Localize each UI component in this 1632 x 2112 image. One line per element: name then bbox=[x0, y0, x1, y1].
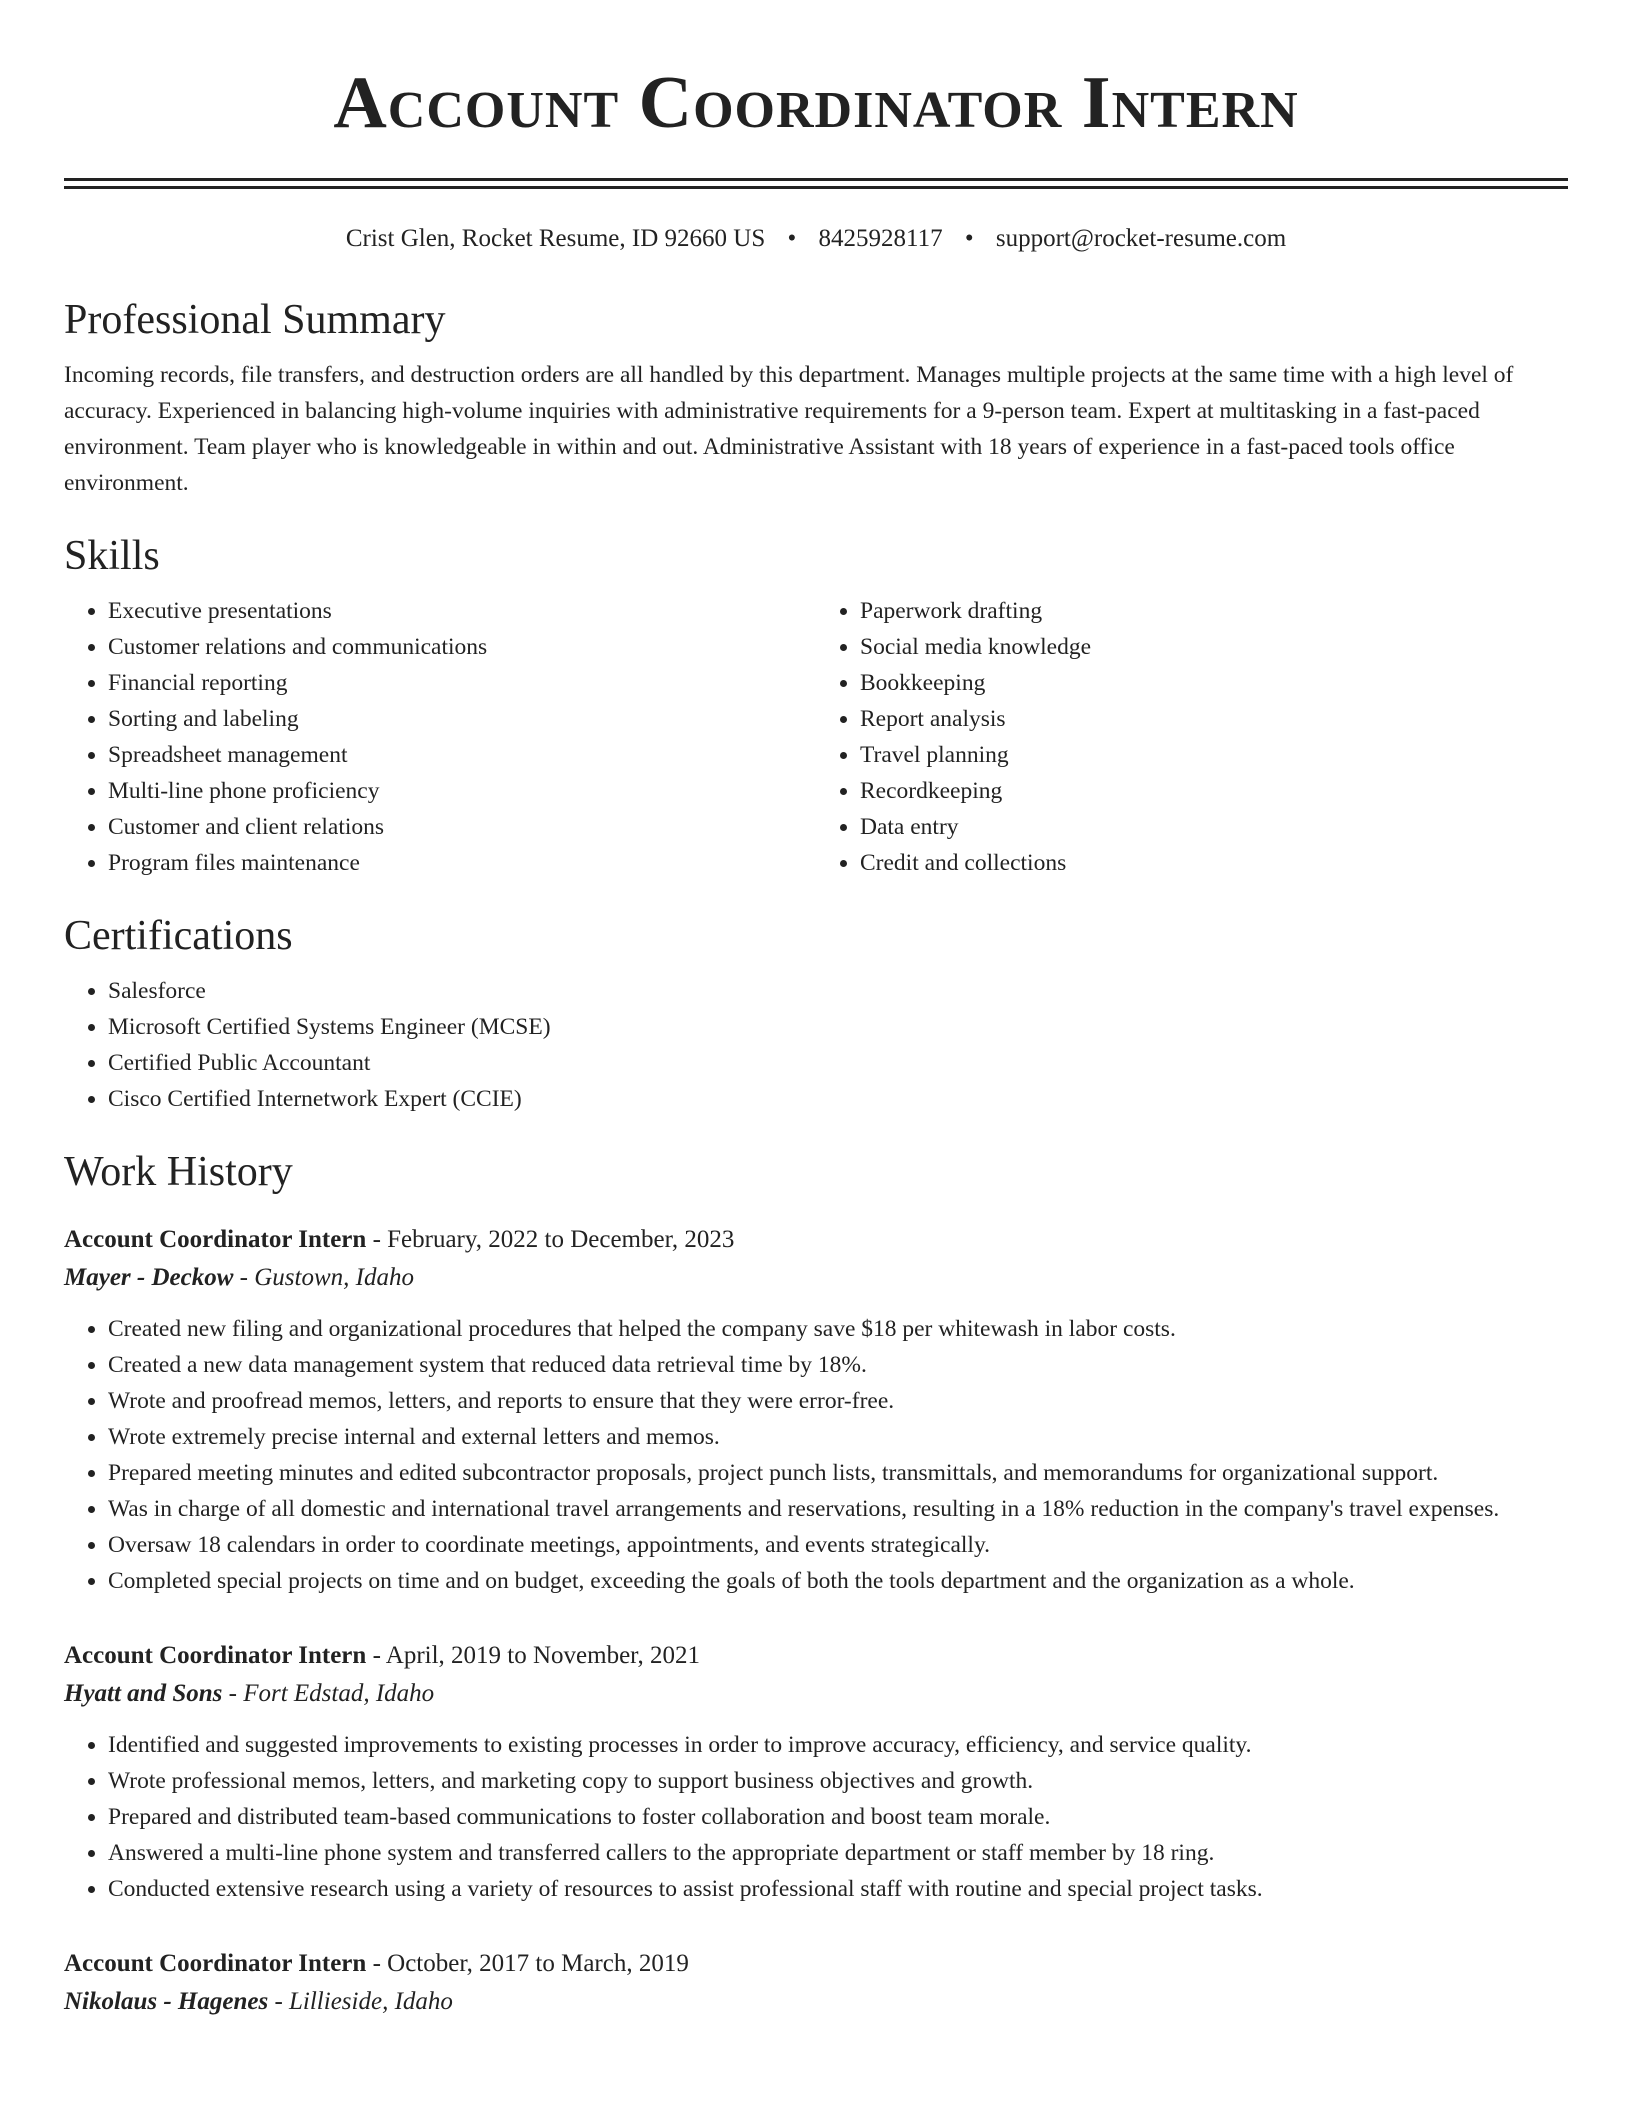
job-bullets bbox=[64, 1311, 1568, 1599]
contact-separator: • bbox=[787, 225, 797, 252]
skill-item: • Financial reporting bbox=[108, 665, 816, 701]
job-bullet: • Created a new data management system that reduced data retrieval time by 18%. bbox=[108, 1347, 1568, 1383]
job-company: Nikolaus - Hagenes bbox=[64, 1988, 269, 2015]
job-bullet: • Conducted extensive research using a variety of resources to assist professional staff with routine and special project tasks. bbox=[108, 1871, 1568, 1907]
contact-phone: 8425928117 bbox=[818, 225, 943, 252]
job-company-line bbox=[64, 1259, 1568, 1297]
skills-heading: Skills bbox=[64, 533, 160, 579]
skills-list-left bbox=[64, 593, 816, 881]
job-bullet: • Wrote professional memos, letters, and marketing copy to support business objectives and growth. bbox=[108, 1763, 1568, 1799]
skill-item: • Bookkeeping bbox=[860, 665, 1568, 701]
skill-item: • Customer relations and communications bbox=[108, 629, 816, 665]
title-divider bbox=[64, 178, 1568, 189]
skills-list-right bbox=[816, 593, 1568, 881]
job-title-line bbox=[64, 1637, 1568, 1675]
skill-item: • Paperwork drafting bbox=[860, 593, 1568, 629]
job-bullet: • Wrote extremely precise internal and external letters and memos. bbox=[108, 1419, 1568, 1455]
skills-columns bbox=[64, 593, 1568, 881]
summary-text: Incoming records, file transfers, and destruction orders are all handled by this department. Manages multiple projects at the same time with a high level of accuracy. Experienced in balancing high-volume inquiries with administrative requirements for a 9-person team. Expert at multitasking in a fast-paced environment. Team player who is knowledgeable in within and out. Administrative Assistant with 18 years of experience in a fast-paced tools office environment. bbox=[64, 362, 1514, 496]
job-bullet: • Was in charge of all domestic and international travel arrangements and reservations, resulting in a 18% reduction in the company's travel expenses. bbox=[108, 1491, 1568, 1527]
skill-item: • Travel planning bbox=[860, 737, 1568, 773]
job-title: Account Coordinator Intern bbox=[64, 1226, 367, 1253]
skill-item: • Report analysis bbox=[860, 701, 1568, 737]
job-bullet: • Prepared and distributed team-based communications to foster collaboration and boost team morale. bbox=[108, 1799, 1568, 1835]
job-bullet: • Prepared meeting minutes and edited subcontractor proposals, project punch lists, transmittals, and memorandums for organizational support. bbox=[108, 1455, 1568, 1491]
skill-item: • Spreadsheet management bbox=[108, 737, 816, 773]
job-bullet: • Identified and suggested improvements to existing processes in order to improve accuracy, efficiency, and service quality. bbox=[108, 1727, 1568, 1763]
job-bullet: • Completed special projects on time and on budget, exceeding the goals of both the tools department and the organization as a whole. bbox=[108, 1563, 1568, 1599]
contact-separator: • bbox=[964, 225, 974, 252]
job-company-line bbox=[64, 1983, 1568, 2021]
job-location: - Gustown, Idaho bbox=[233, 1264, 414, 1291]
contact-address: Crist Glen, Rocket Resume, ID 92660 US bbox=[345, 225, 766, 252]
certification-item: • Salesforce bbox=[108, 973, 1568, 1009]
job-location: - Fort Edstad, Idaho bbox=[222, 1680, 435, 1707]
job-title-line bbox=[64, 1945, 1568, 1983]
skill-item: • Program files maintenance bbox=[108, 845, 816, 881]
job-dates: - April, 2019 to November, 2021 bbox=[366, 1642, 700, 1669]
job-title-line bbox=[64, 1221, 1568, 1259]
job-title: Account Coordinator Intern bbox=[64, 1950, 367, 1977]
job-company-line bbox=[64, 1675, 1568, 1713]
job-location: - Lillieside, Idaho bbox=[268, 1988, 453, 2015]
job-dates: - February, 2022 to December, 2023 bbox=[366, 1226, 735, 1253]
skill-item: • Executive presentations bbox=[108, 593, 816, 629]
contact-email: support@rocket-resume.com bbox=[995, 225, 1287, 252]
job-bullet: • Answered a multi-line phone system and transferred callers to the appropriate department or staff member by 18 ring. bbox=[108, 1835, 1568, 1871]
contact-line bbox=[64, 223, 1568, 255]
work-history-heading: Work History bbox=[64, 1149, 293, 1195]
job-company: Mayer - Deckow bbox=[64, 1264, 234, 1291]
skill-item: • Data entry bbox=[860, 809, 1568, 845]
summary-heading: Professional Summary bbox=[64, 297, 446, 343]
skill-item: • Customer and client relations bbox=[108, 809, 816, 845]
skill-item: • Multi-line phone proficiency bbox=[108, 773, 816, 809]
certification-item: • Cisco Certified Internetwork Expert (CCIE) bbox=[108, 1081, 1568, 1117]
job-dates: - October, 2017 to March, 2019 bbox=[366, 1950, 689, 1977]
job-bullet: • Created new filing and organizational procedures that helped the company save $18 per whitewash in labor costs. bbox=[108, 1311, 1568, 1347]
job-bullets bbox=[64, 1727, 1568, 1907]
job-entry bbox=[64, 1221, 1568, 1599]
certification-item: • Certified Public Accountant bbox=[108, 1045, 1568, 1081]
certifications-list bbox=[64, 973, 1568, 1117]
skill-item: • Credit and collections bbox=[860, 845, 1568, 881]
summary-section bbox=[64, 293, 1568, 501]
job-bullet: • Wrote and proofread memos, letters, and reports to ensure that they were error-free. bbox=[108, 1383, 1568, 1419]
skills-section bbox=[64, 529, 1568, 881]
job-title: Account Coordinator Intern bbox=[64, 1642, 367, 1669]
job-entry bbox=[64, 1637, 1568, 1907]
work-history-section bbox=[64, 1145, 1568, 2021]
job-entry bbox=[64, 1945, 1568, 2021]
job-company: Hyatt and Sons bbox=[64, 1680, 223, 1707]
skill-item: • Sorting and labeling bbox=[108, 701, 816, 737]
skill-item: • Social media knowledge bbox=[860, 629, 1568, 665]
job-bullet: • Oversaw 18 calendars in order to coordinate meetings, appointments, and events strategically. bbox=[108, 1527, 1568, 1563]
resume-title: Account Coordinator Intern bbox=[333, 62, 1299, 144]
certifications-heading: Certifications bbox=[64, 913, 293, 959]
certifications-section bbox=[64, 909, 1568, 1117]
certification-item: • Microsoft Certified Systems Engineer (MCSE) bbox=[108, 1009, 1568, 1045]
skill-item: • Recordkeeping bbox=[860, 773, 1568, 809]
